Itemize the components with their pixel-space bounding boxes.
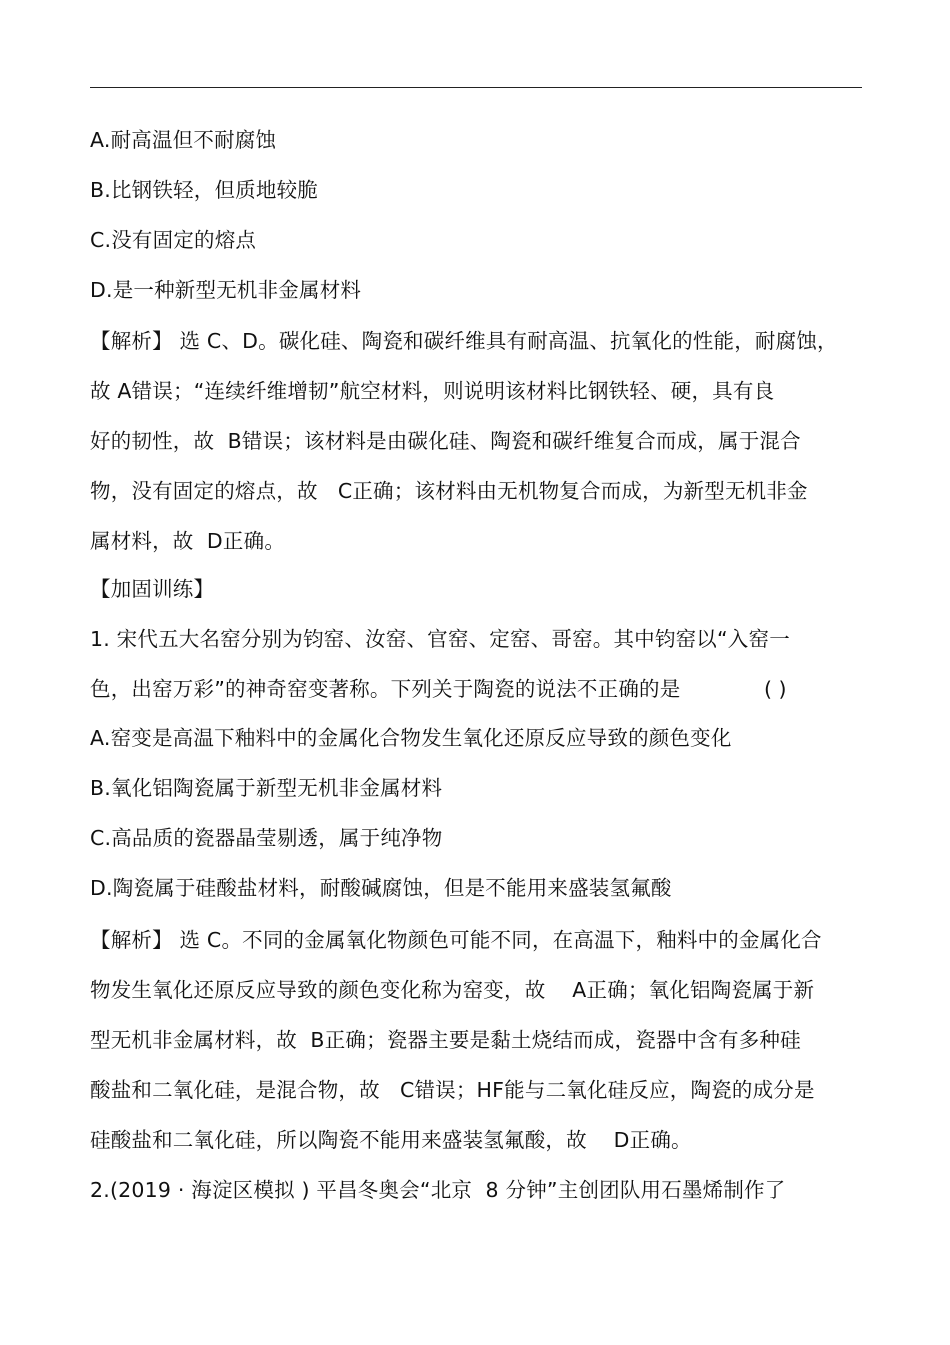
option-b: B.氧化铝陶瓷属于新型无机非金属材料 xyxy=(90,776,443,800)
option-d: D.是一种新型无机非金属材料 xyxy=(90,278,362,302)
analysis-line: 故 A错误；“连续纤维增韧”航空材料，则说明该材料比钢铁轻、硬，具有良 xyxy=(90,379,775,403)
option-d: D.陶瓷属于硅酸盐材料，耐酸碱腐蚀，但是不能用来盛装氢氟酸 xyxy=(90,876,672,900)
question-2-text: 2.(2019 · 海淀区模拟 ) 平昌冬奥会“北京 8 分钟”主创团队用石墨烯制作了 xyxy=(90,1178,786,1202)
analysis-line: 【解析】 选 C、D。碳化硅、陶瓷和碳纤维具有耐高温、抗氧化的性能，耐腐蚀， xyxy=(90,329,838,353)
question-1-text: 色，出窑万彩”的神奇窑变著称。下列关于陶瓷的说法不正确的是 xyxy=(90,677,681,701)
option-a: A.窑变是高温下釉料中的金属化合物发生氧化还原反应导致的颜色变化 xyxy=(90,726,732,750)
analysis-line: 硅酸盐和二氧化硅，所以陶瓷不能用来盛装氢氟酸，故 D正确。 xyxy=(90,1128,692,1152)
analysis-line: 【解析】 选 C。不同的金属氧化物颜色可能不同，在高温下，釉料中的金属化合 xyxy=(90,928,822,952)
analysis-line: 物，没有固定的熔点，故 C正确；该材料由无机物复合而成，为新型无机非金 xyxy=(90,479,808,503)
answer-blank: ( ) xyxy=(764,677,787,701)
question-1-text: 1. 宋代五大名窑分别为钧窑、汝窑、官窑、定窑、哥窑。其中钧窑以“入窑一 xyxy=(90,627,790,651)
option-c: C.没有固定的熔点 xyxy=(90,228,257,252)
analysis-line: 酸盐和二氧化硅，是混合物，故 C错误；HF能与二氧化硅反应，陶瓷的成分是 xyxy=(90,1078,815,1102)
option-a: A.耐高温但不耐腐蚀 xyxy=(90,128,277,152)
analysis-line: 物发生氧化还原反应导致的颜色变化称为窑变，故 A正确；氧化铝陶瓷属于新 xyxy=(90,978,815,1002)
option-c: C.高品质的瓷器晶莹剔透，属于纯净物 xyxy=(90,826,443,850)
analysis-line: 属材料，故 D正确。 xyxy=(90,529,286,553)
header-rule xyxy=(90,87,862,88)
section-heading: 【加固训练】 xyxy=(90,577,215,601)
analysis-line: 好的韧性，故 B错误；该材料是由碳化硅、陶瓷和碳纤维复合而成，属于混合 xyxy=(90,429,801,453)
option-b: B.比钢铁轻，但质地较脆 xyxy=(90,178,318,202)
analysis-line: 型无机非金属材料，故 B正确；瓷器主要是黏土烧结而成，瓷器中含有多种硅 xyxy=(90,1028,801,1052)
